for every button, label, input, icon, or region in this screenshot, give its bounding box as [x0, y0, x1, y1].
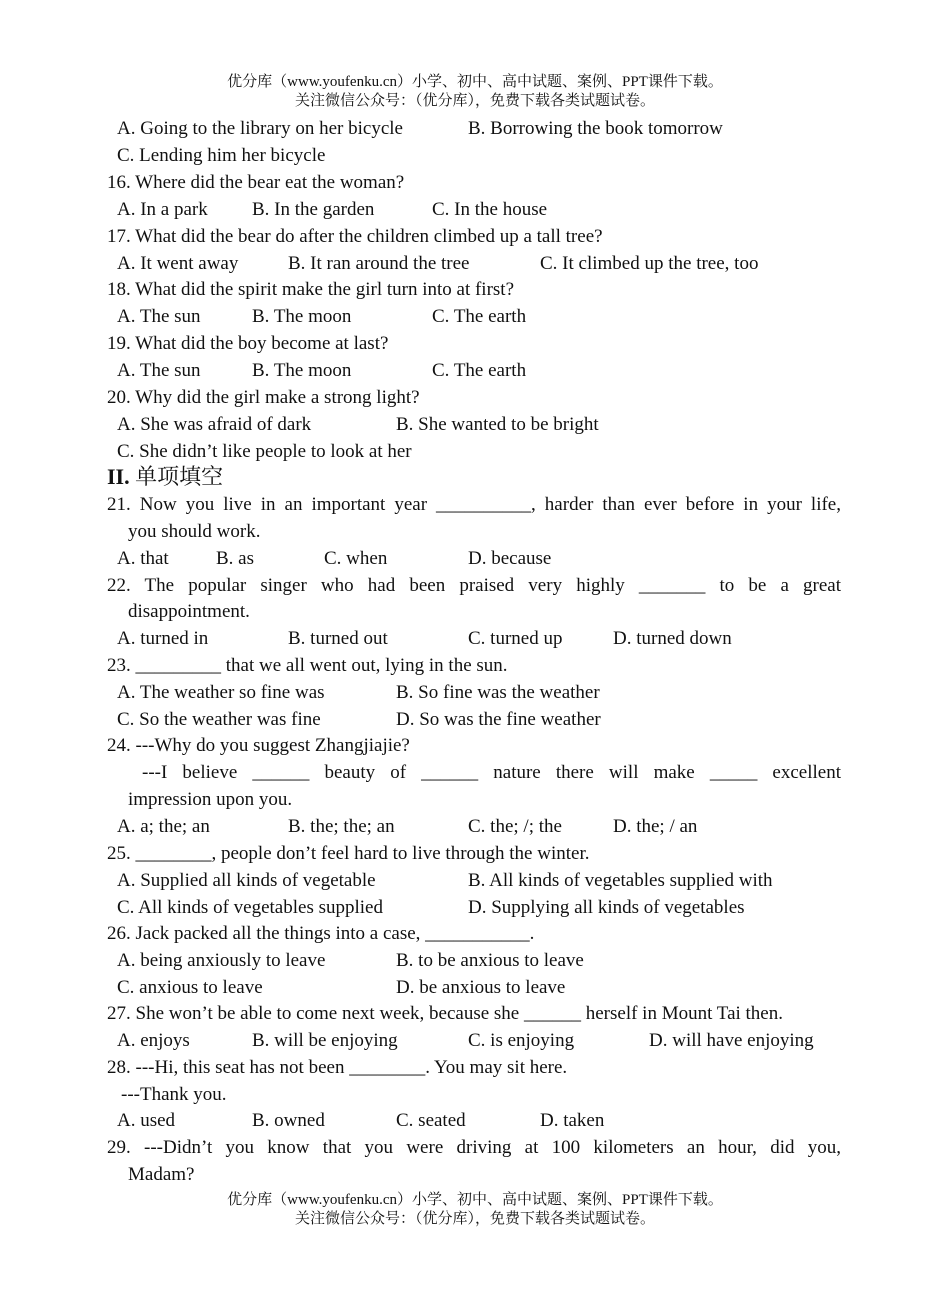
q28-stem-line-1: 28. ---Hi, this seat has not been ________. You may sit here. [107, 1057, 568, 1078]
q21-option-b: B. as [216, 548, 254, 569]
q18-option-a: A. The sun [117, 306, 201, 327]
q28-stem-line-2: ---Thank you. [121, 1084, 227, 1105]
q27-option-d: D. will have enjoying [649, 1030, 814, 1051]
page-footer-line-1: 优分库（www.youfenku.cn）小学、初中、高中试题、案例、PPT课件下载。 [227, 1192, 723, 1208]
q28-option-d: D. taken [540, 1110, 605, 1131]
q17-stem: 17. What did the bear do after the children climbed up a tall tree? [107, 226, 603, 247]
q16-option-c: C. In the house [432, 199, 548, 220]
q25-option-c: C. All kinds of vegetables supplied [117, 897, 383, 918]
q19-option-c: C. The earth [432, 360, 527, 381]
q24-stem-line-1: 24. ---Why do you suggest Zhangjiajie? [107, 735, 410, 756]
q15-option-b: B. Borrowing the book tomorrow [468, 118, 723, 139]
q22-option-b: B. turned out [288, 628, 388, 649]
q24-option-c: C. the; /; the [468, 816, 562, 837]
q28-option-b: B. owned [252, 1110, 325, 1131]
q20-stem: 20. Why did the girl make a strong light? [107, 387, 420, 408]
q25-option-a: A. Supplied all kinds of vegetable [117, 870, 376, 891]
q23-option-a: A. The weather so fine was [117, 682, 325, 703]
q27-option-a: A. enjoys [117, 1030, 190, 1051]
q23-option-d: D. So was the fine weather [396, 709, 601, 730]
q21-option-c: C. when [324, 548, 388, 569]
q24-stem-line-3: impression upon you. [128, 789, 293, 810]
q15-option-a: A. Going to the library on her bicycle [117, 118, 403, 139]
page-footer-line-2: 关注微信公众号：（优分库），免费下载各类试题试卷。 [294, 1211, 655, 1227]
q25-stem: 25. ________, people don’t feel hard to live through the winter. [107, 843, 590, 864]
q17-option-c: C. It climbed up the tree, too [540, 253, 759, 274]
q19-stem: 19. What did the boy become at last? [107, 333, 389, 354]
q17-option-a: A. It went away [117, 253, 239, 274]
q22-option-a: A. turned in [117, 628, 209, 649]
q29-stem-line-2: Madam? [128, 1164, 195, 1185]
q20-option-c: C. She didn’t like people to look at her [117, 441, 412, 462]
q26-option-b: B. to be anxious to leave [396, 950, 584, 971]
section-number: II. [107, 464, 130, 489]
q27-stem: 27. She won’t be able to come next week, because she ______ herself in Mount Tai then. [107, 1003, 783, 1024]
q21-stem-line-1: 21. Now you live in an important year __________, harder than ever before in your life, [107, 494, 841, 515]
q18-option-c: C. The earth [432, 306, 527, 327]
q26-option-c: C. anxious to leave [117, 977, 263, 998]
q16-stem: 16. Where did the bear eat the woman? [107, 172, 405, 193]
q26-option-a: A. being anxiously to leave [117, 950, 326, 971]
q19-option-b: B. The moon [252, 360, 352, 381]
q26-stem: 26. Jack packed all the things into a case, ___________. [107, 923, 535, 944]
q27-option-b: B. will be enjoying [252, 1030, 398, 1051]
q18-stem: 18. What did the spirit make the girl turn into at first? [107, 279, 515, 300]
q18-option-b: B. The moon [252, 306, 352, 327]
section-title: 单项填空 [135, 464, 224, 489]
q19-option-a: A. The sun [117, 360, 201, 381]
q22-option-c: C. turned up [468, 628, 563, 649]
q28-option-c: C. seated [396, 1110, 466, 1131]
q26-option-d: D. be anxious to leave [396, 977, 566, 998]
section-heading [107, 463, 223, 491]
q22-stem-line-2: disappointment. [128, 601, 250, 622]
q21-option-d: D. because [468, 548, 552, 569]
q23-stem: 23. _________ that we all went out, lying in the sun. [107, 655, 508, 676]
q22-option-d: D. turned down [613, 628, 732, 649]
q24-option-b: B. the; the; an [288, 816, 395, 837]
q25-option-d: D. Supplying all kinds of vegetables [468, 897, 745, 918]
q21-option-a: A. that [117, 548, 169, 569]
q24-option-d: D. the; / an [613, 816, 698, 837]
q21-stem-line-2: you should work. [128, 521, 261, 542]
q27-option-c: C. is enjoying [468, 1030, 575, 1051]
q17-option-b: B. It ran around the tree [288, 253, 470, 274]
q23-option-b: B. So fine was the weather [396, 682, 600, 703]
q24-stem-line-2: ---I believe ______ beauty of ______ nature there will make _____ excellent [142, 762, 841, 783]
q16-option-b: B. In the garden [252, 199, 375, 220]
q16-option-a: A. In a park [117, 199, 208, 220]
q29-stem-line-1: 29. ---Didn’t you know that you were driving at 100 kilometers an hour, did you, [107, 1137, 841, 1158]
q24-option-a: A. a; the; an [117, 816, 210, 837]
q20-option-a: A. She was afraid of dark [117, 414, 312, 435]
q28-option-a: A. used [117, 1110, 176, 1131]
page-header-line-1: 优分库（www.youfenku.cn）小学、初中、高中试题、案例、PPT课件下载。 [227, 74, 723, 90]
q25-option-b: B. All kinds of vegetables supplied with [468, 870, 773, 891]
q23-option-c: C. So the weather was fine [117, 709, 321, 730]
q15-option-c: C. Lending him her bicycle [117, 145, 326, 166]
q20-option-b: B. She wanted to be bright [396, 414, 599, 435]
page-header-line-2: 关注微信公众号：（优分库），免费下载各类试题试卷。 [294, 93, 655, 109]
q22-stem-line-1: 22. The popular singer who had been praised very highly _______ to be a great [107, 575, 841, 596]
